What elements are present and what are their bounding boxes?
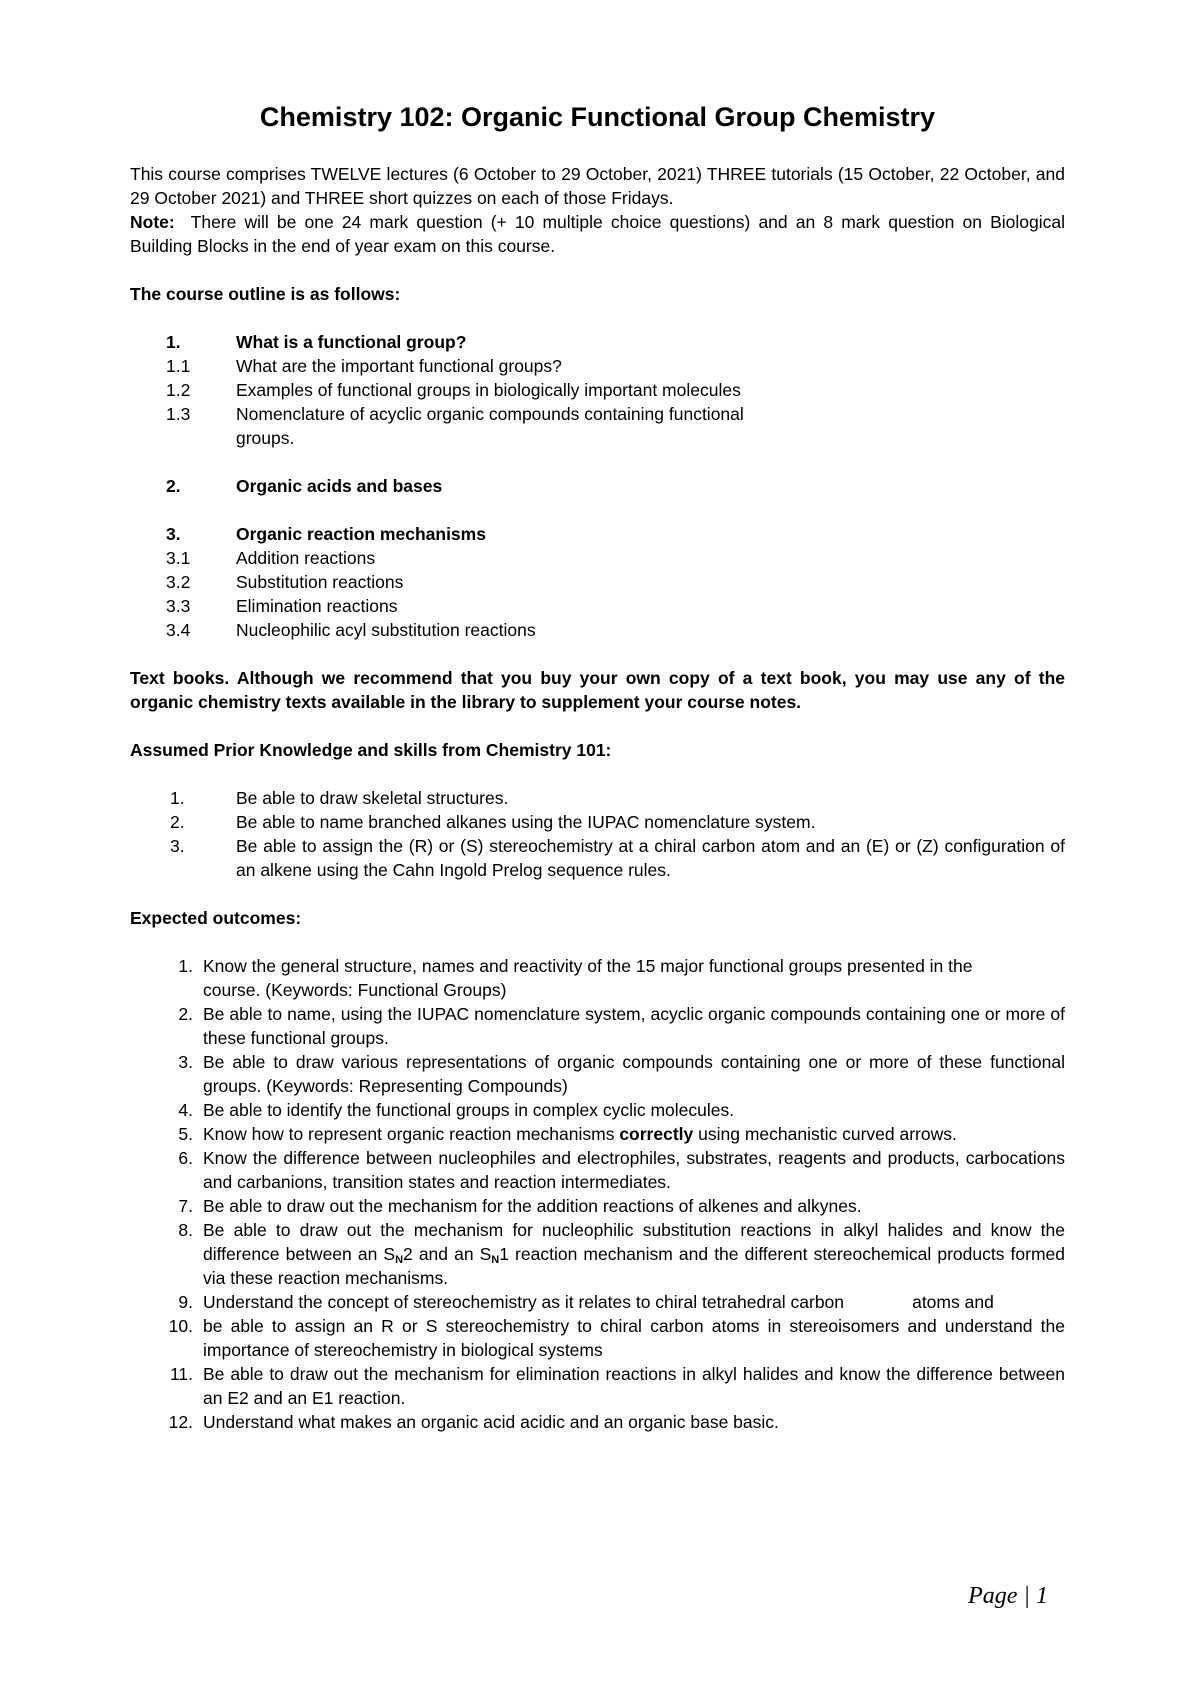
- outline-item: [130, 402, 1065, 426]
- item-text: Substitution reactions: [236, 572, 404, 592]
- item-text: [203, 1218, 1065, 1290]
- item-text: Understand what makes an organic acid acidic and an organic base basic.: [203, 1412, 779, 1432]
- list-item: [130, 810, 1065, 834]
- item-text: Be able to draw out the mechanism for elimination reactions in alkyl halides and know the difference between an E2 and an E1 reaction.: [203, 1364, 1065, 1408]
- item-text: Know the difference between nucleophiles and electrophiles, substrates, reagents and products, carbocations and carbanions, transition states and reaction intermediates.: [203, 1148, 1065, 1192]
- item-text: Elimination reactions: [236, 596, 398, 616]
- item-text-part: using mechanistic curved arrows.: [693, 1124, 957, 1144]
- item-number: 8.: [178, 1220, 193, 1240]
- item-text-part: Know how to represent organic reaction mechanisms: [203, 1124, 620, 1144]
- prior-heading: Assumed Prior Knowledge and skills from Chemistry 101:: [130, 740, 612, 760]
- item-number: 1.3: [166, 404, 191, 424]
- outcomes-heading: Expected outcomes:: [130, 908, 302, 928]
- item-text: [203, 1122, 1065, 1146]
- item-number: 4.: [178, 1100, 193, 1120]
- outline-item: [130, 618, 1065, 642]
- list-item: [130, 1146, 1065, 1194]
- list-item: [130, 1050, 1065, 1098]
- outline-section: [130, 522, 1065, 546]
- item-text-part: Be able to draw out the mechanism for nucleophilic substitution reactions in alkyl halides and know the difference between an S: [203, 1220, 1065, 1264]
- item-number: 3.1: [166, 548, 191, 568]
- item-text-part: 1 reaction mechanism and the different stereochemical products formed via these reaction mechanisms.: [203, 1244, 1065, 1288]
- section-title: Organic reaction mechanisms: [236, 524, 486, 544]
- item-text: Nomenclature of acyclic organic compounds containing functional: [236, 404, 744, 424]
- list-item: [130, 1194, 1065, 1218]
- item-number: 10.: [168, 1316, 193, 1336]
- section-number: 3.: [166, 524, 181, 544]
- outline-heading: The course outline is as follows:: [130, 284, 401, 304]
- list-item: [130, 834, 1065, 882]
- item-text: Addition reactions: [236, 548, 376, 568]
- note-text: There will be one 24 mark question (+ 10 multiple choice questions) and an 8 mark question on Biological Building Blocks in the end of year exam on this course.: [130, 212, 1065, 256]
- item-number: 1.: [170, 788, 185, 808]
- section-title: What is a functional group?: [236, 332, 467, 352]
- item-number: 12.: [168, 1412, 193, 1432]
- item-text: What are the important functional groups?: [236, 356, 562, 376]
- item-number: 3.3: [166, 596, 191, 616]
- item-number: 1.2: [166, 380, 191, 400]
- section-title: Organic acids and bases: [236, 476, 443, 496]
- outline-section: [130, 474, 1065, 498]
- item-text: Examples of functional groups in biologically important molecules: [236, 380, 741, 400]
- section-number: 2.: [166, 476, 181, 496]
- page-title: Chemistry 102: Organic Functional Group Chemistry: [259, 102, 936, 132]
- outline-item: [130, 594, 1065, 618]
- emphasis-correctly: correctly: [619, 1124, 694, 1144]
- outline-item: [130, 378, 1065, 402]
- item-number: 2.: [170, 812, 185, 832]
- outline-item: [130, 570, 1065, 594]
- item-number: 6.: [178, 1148, 193, 1168]
- list-item: [130, 1122, 1065, 1146]
- item-number: 3.2: [166, 572, 191, 592]
- item-text: Be able to identify the functional groups in complex cyclic molecules.: [203, 1100, 735, 1120]
- list-item: [130, 1314, 1065, 1362]
- item-number: 1.: [178, 956, 193, 976]
- item-text-part: 2 and an S: [403, 1244, 492, 1264]
- note-label: Note:: [130, 212, 175, 232]
- item-text: Be able to draw skeletal structures.: [236, 788, 509, 808]
- list-item: [130, 954, 1065, 1002]
- item-number: 3.: [178, 1052, 193, 1072]
- item-text: Understand the concept of stereochemistry as it relates to chiral tetrahedral carbon atoms and: [203, 1292, 994, 1312]
- item-text: Be able to assign the (R) or (S) stereochemistry at a chiral carbon atom and an (E) or (Z) configuration of an alkene using the Cahn Ingold Prelog sequence rules.: [236, 836, 1065, 880]
- note-paragraph: [130, 210, 1065, 258]
- item-text: be able to assign an R or S stereochemistry to chiral carbon atoms in stereoisomers and understand the importance of stereochemistry in biological systems: [203, 1316, 1065, 1360]
- document-page: [130, 100, 1065, 1434]
- item-text: Be able to draw out the mechanism for the addition reactions of alkenes and alkynes.: [203, 1196, 862, 1216]
- item-number: 3.4: [166, 620, 191, 640]
- list-item: [130, 1290, 1065, 1314]
- list-item: [130, 1362, 1065, 1410]
- item-text: groups.: [236, 428, 295, 448]
- prior-knowledge-list: [130, 786, 1065, 882]
- list-item: [130, 1098, 1065, 1122]
- outline-section: [130, 330, 1065, 354]
- list-item: [130, 1218, 1065, 1290]
- item-number: 3.: [170, 836, 185, 856]
- list-item: [130, 786, 1065, 810]
- subscript-n: N: [395, 1254, 404, 1266]
- item-number: 1.1: [166, 356, 191, 376]
- item-text: Be able to name branched alkanes using the IUPAC nomenclature system.: [236, 812, 816, 832]
- item-number: 11.: [169, 1364, 193, 1384]
- section-number: 1.: [166, 332, 181, 352]
- item-number: 2.: [178, 1004, 193, 1024]
- item-number: 5.: [178, 1124, 193, 1144]
- page-number: Page | 1: [968, 1583, 1048, 1609]
- item-text: Be able to name, using the IUPAC nomenclature system, acyclic organic compounds containing one or more of these functional groups.: [203, 1004, 1065, 1048]
- list-item: [130, 1002, 1065, 1050]
- item-number: 9.: [178, 1292, 193, 1312]
- item-text: Be able to draw various representations of organic compounds containing one or more of these functional groups. (Keywords: Representing Compounds): [203, 1052, 1065, 1096]
- subscript-n: N: [491, 1254, 500, 1266]
- intro-paragraph: This course comprises TWELVE lectures (6 October to 29 October, 2021) THREE tutorials (15 October, 22 October, and 29 October 2021) and THREE short quizzes on each of those Fridays.: [130, 164, 1065, 208]
- item-number: 7.: [178, 1196, 193, 1216]
- outline-item: [130, 354, 1065, 378]
- item-text: Nucleophilic acyl substitution reactions: [236, 620, 536, 640]
- expected-outcomes-list: [130, 954, 1065, 1434]
- outline-item-continuation: [130, 426, 1065, 450]
- item-text: Know the general structure, names and reactivity of the 15 major functional groups presented in the course. (Keywords: Functional Groups): [203, 956, 973, 1000]
- outline-item: [130, 546, 1065, 570]
- textbooks-paragraph: Text books. Although we recommend that you buy your own copy of a text book, you may use any of the organic chemistry texts available in the library to supplement your course notes.: [130, 668, 1065, 712]
- list-item: [130, 1410, 1065, 1434]
- course-outline: [130, 330, 1065, 642]
